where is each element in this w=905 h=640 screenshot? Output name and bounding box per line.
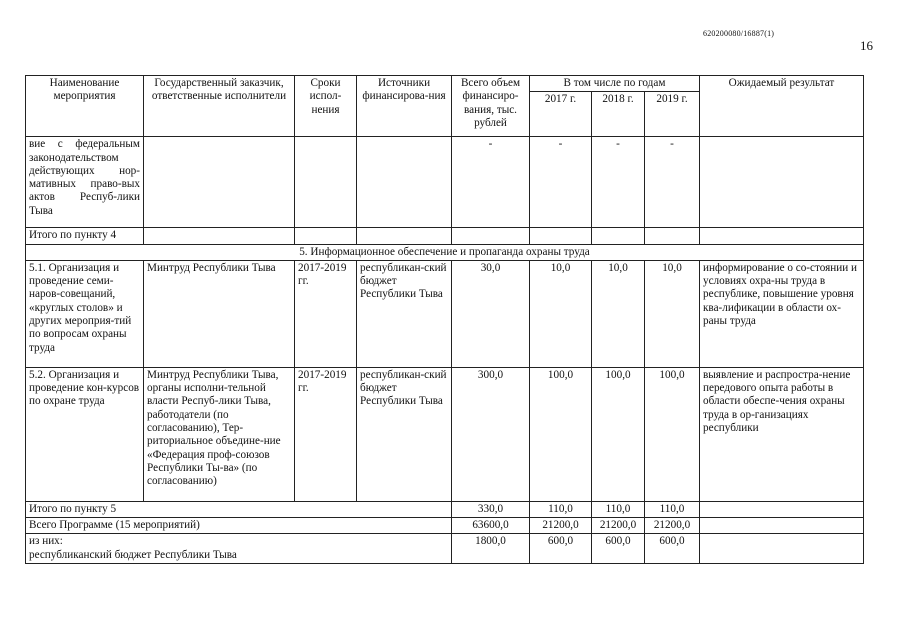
subtotal-4-label: Итого по пункту 4	[26, 228, 144, 244]
cell-2017: -	[530, 137, 592, 228]
header-sources: Источники финансирова-ния	[357, 76, 452, 137]
header-by-years: В том числе по годам	[530, 76, 700, 92]
of-which-row	[26, 534, 864, 564]
grand-total-label: Всего Программе (15 мероприятий)	[26, 518, 452, 534]
cell-2017: 110,0	[530, 501, 592, 517]
cell-total	[452, 228, 530, 244]
header-name: Наименование мероприятия	[26, 76, 144, 137]
cell-result	[700, 228, 864, 244]
cell-result	[700, 501, 864, 517]
cell-terms: 2017-2019 гг.	[295, 260, 357, 367]
header-total: Всего объем финансиро-вания, тыс. рублей	[452, 76, 530, 137]
cell-name: 5.1. Организация и проведение семи-наров-совещаний, «круглых столов» и других мероприя-тий по вопросам охраны труда	[26, 260, 144, 367]
cell-result	[700, 518, 864, 534]
cell-terms: 2017-2019 гг.	[295, 367, 357, 501]
cell-2019: 100,0	[645, 367, 700, 501]
cell-2019: 600,0	[645, 534, 700, 564]
cell-terms	[295, 228, 357, 244]
cell-total: 300,0	[452, 367, 530, 501]
cell-customer: Минтруд Республики Тыва, органы исполни-тельной власти Респуб-лики Тыва, работодатели (по согласованию), Тер-риториальное объедине-ние «Федерация проф-союзов Республики Ты-ва» (по согласованию)	[144, 367, 295, 501]
cell-2017: 100,0	[530, 367, 592, 501]
cell-2019: 10,0	[645, 260, 700, 367]
cell-result: информирование о со-стоянии и условиях охра-ны труда в республике, повышение уровня ква-лификации в области ох-раны труда	[700, 260, 864, 367]
cell-2019: -	[645, 137, 700, 228]
cell-sources: республикан-ский бюджет Республики Тыва	[357, 260, 452, 367]
of-which-label-line-2: республиканский бюджет Республики Тыва	[29, 548, 237, 561]
header-terms: Сроки испол-нения	[295, 76, 357, 137]
cell-2018: 10,0	[592, 260, 645, 367]
cell-total: 63600,0	[452, 518, 530, 534]
cell-name: вие с федеральным законодательством действующих нор-мативных право-вых актов Респуб-лики Тыва	[26, 137, 144, 228]
cell-2019	[645, 228, 700, 244]
section-5-title: 5. Информационное обеспечение и пропаганда охраны труда	[26, 244, 864, 260]
cell-customer: Минтруд Республики Тыва	[144, 260, 295, 367]
cell-2017: 600,0	[530, 534, 592, 564]
section-row	[26, 244, 864, 260]
header-year-2017: 2017 г.	[530, 92, 592, 137]
cell-total: -	[452, 137, 530, 228]
document-id: 620200080/16887(1)	[703, 29, 775, 38]
cell-2019: 21200,0	[645, 518, 700, 534]
header-customer: Государственный заказчик, ответственные исполнители	[144, 76, 295, 137]
cell-2018	[592, 228, 645, 244]
of-which-label	[26, 534, 452, 564]
cell-2018: 21200,0	[592, 518, 645, 534]
header-year-2019: 2019 г.	[645, 92, 700, 137]
table-row	[26, 260, 864, 367]
cell-total: 1800,0	[452, 534, 530, 564]
cell-2019: 110,0	[645, 501, 700, 517]
header-year-2018: 2018 г.	[592, 92, 645, 137]
cell-sources	[357, 137, 452, 228]
cell-2017: 10,0	[530, 260, 592, 367]
table-row	[26, 367, 864, 501]
header-row-1	[26, 76, 864, 92]
cell-customer	[144, 228, 295, 244]
cell-total: 330,0	[452, 501, 530, 517]
grand-total-row	[26, 518, 864, 534]
header-result: Ожидаемый результат	[700, 76, 864, 137]
cell-sources: республикан-ский бюджет Республики Тыва	[357, 367, 452, 501]
cell-2018: 600,0	[592, 534, 645, 564]
cell-name: 5.2. Организация и проведение кон-курсов по охране труда	[26, 367, 144, 501]
cell-result	[700, 534, 864, 564]
cell-customer	[144, 137, 295, 228]
subtotal-5-label: Итого по пункту 5	[26, 501, 452, 517]
cell-terms	[295, 137, 357, 228]
cell-2017: 21200,0	[530, 518, 592, 534]
page-number: 16	[860, 38, 873, 53]
program-table	[25, 75, 864, 564]
of-which-label-line-1: из них:	[29, 535, 63, 548]
cell-sources	[357, 228, 452, 244]
subtotal-row	[26, 501, 864, 517]
subtotal-row	[26, 228, 864, 244]
cell-total: 30,0	[452, 260, 530, 367]
cell-result	[700, 137, 864, 228]
cell-2018: -	[592, 137, 645, 228]
cell-2018: 110,0	[592, 501, 645, 517]
cell-result: выявление и распростра-нение передового опыта работы в области обеспе-чения охраны труда в ор-ганизациях республики	[700, 367, 864, 501]
cell-2018: 100,0	[592, 367, 645, 501]
cell-2017	[530, 228, 592, 244]
table-row	[26, 137, 864, 228]
